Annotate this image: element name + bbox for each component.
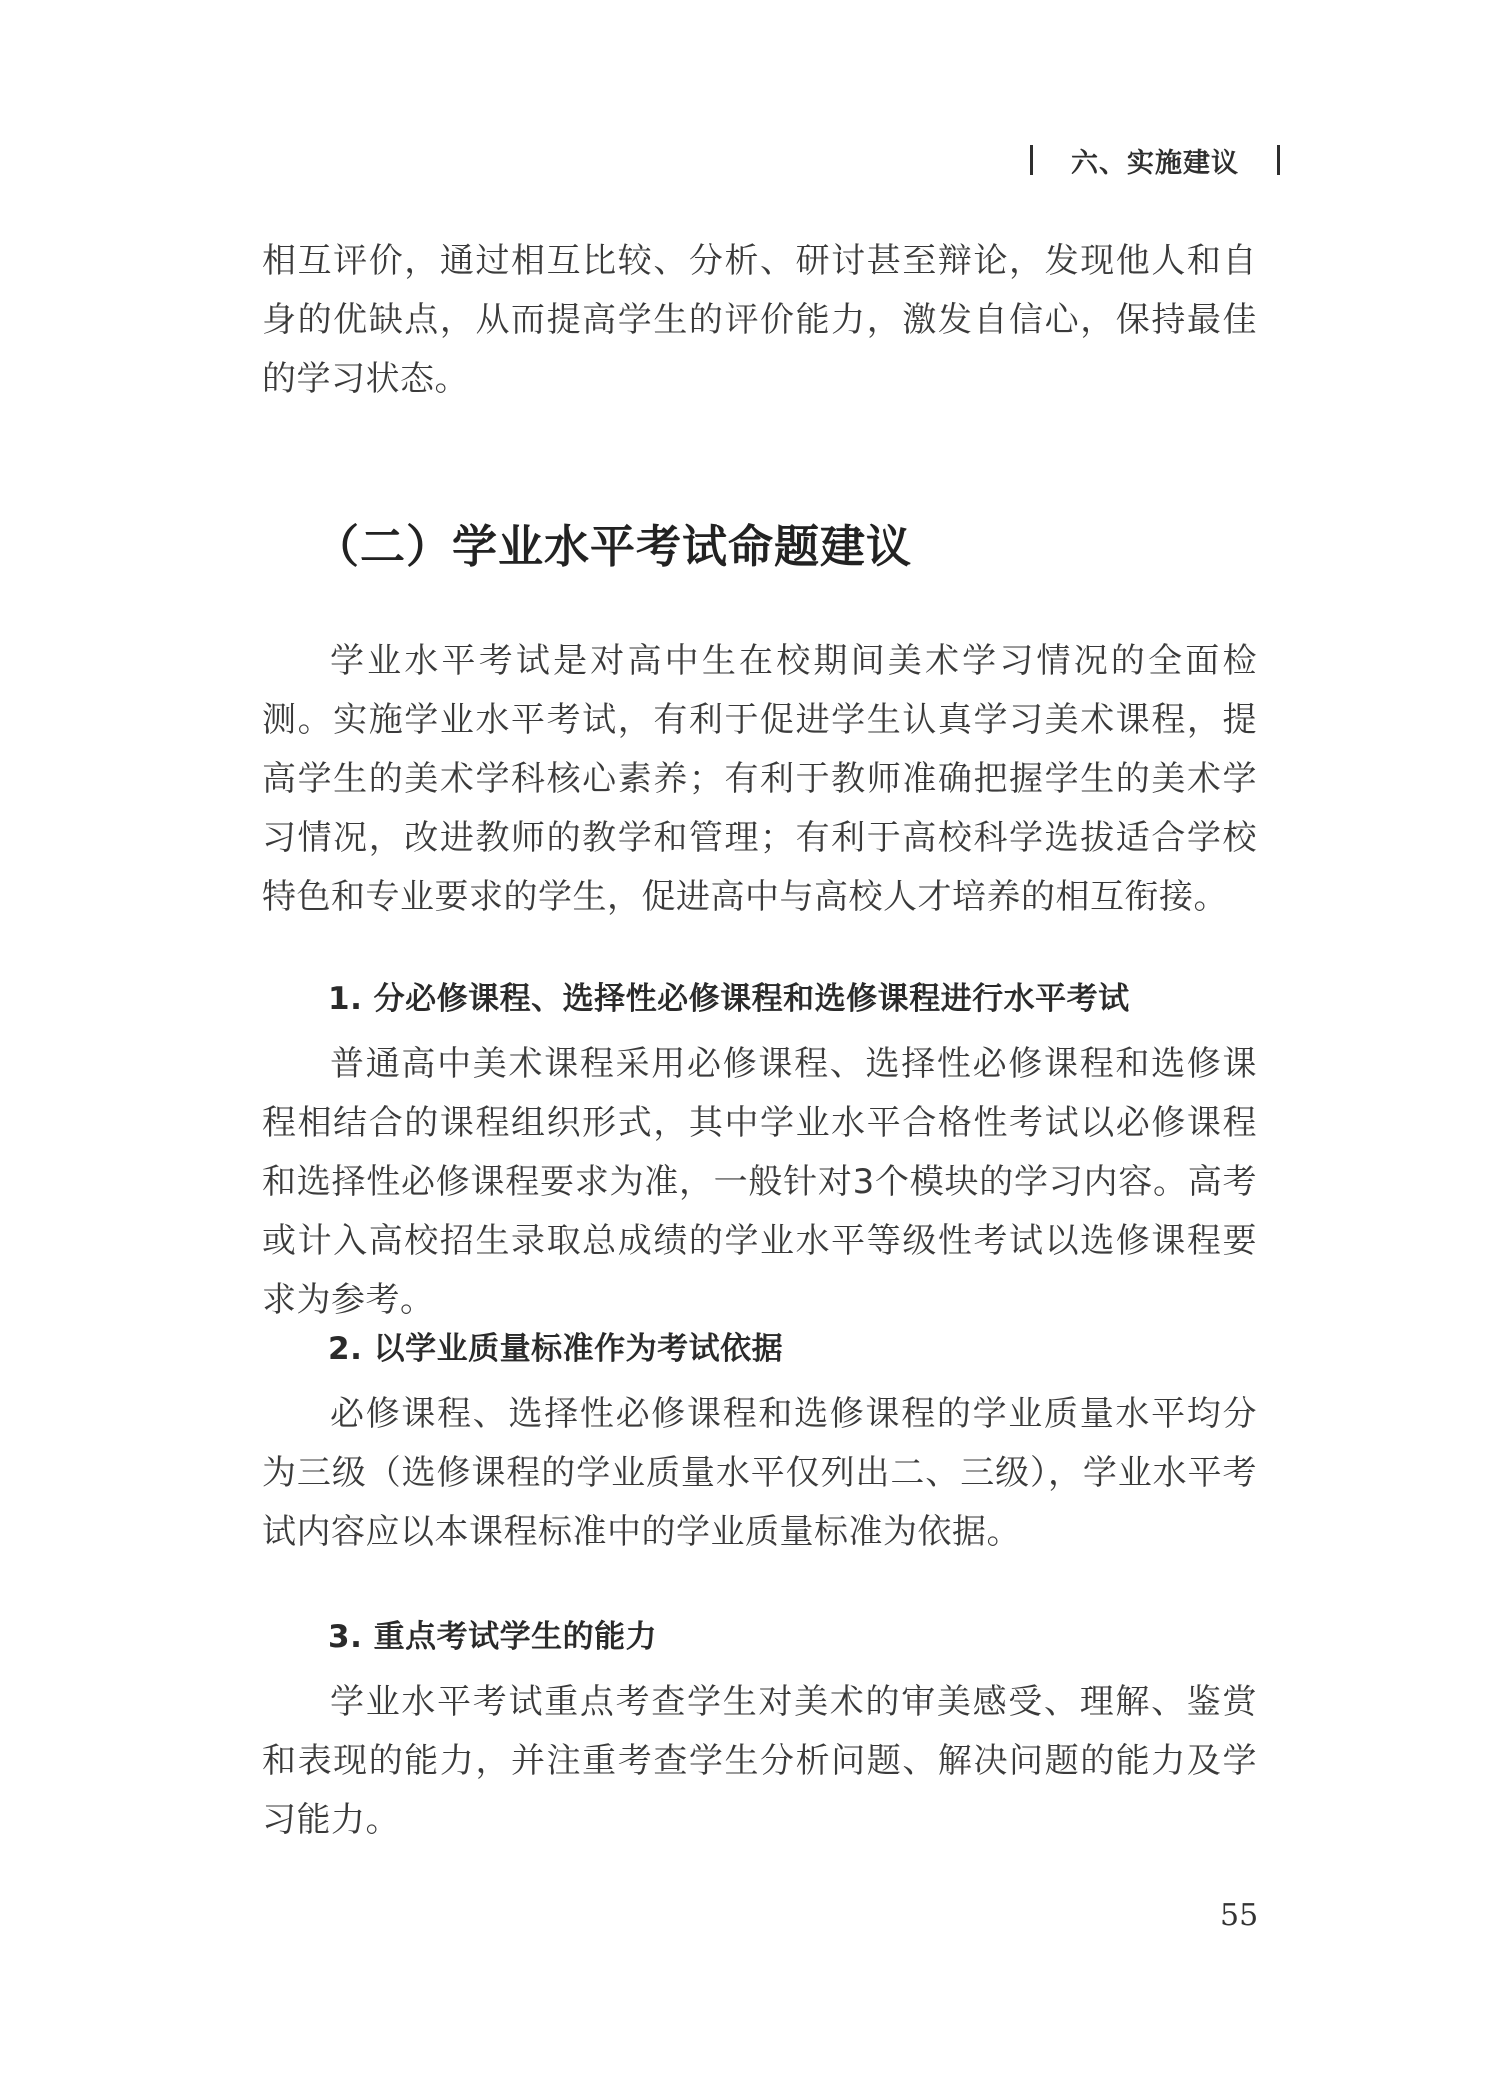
header-section-title: 六、实施建议 xyxy=(1071,147,1239,179)
subsection-heading: 3. 重点考试学生的能力 xyxy=(328,1619,658,1655)
subsection-body: 学业水平考试重点考查学生对美术的审美感受、理解、鉴赏和表现的能力，并注重考查学生分析问题、解决问题的能力及学习能力。 xyxy=(262,1682,1257,1840)
subsection-3 xyxy=(262,1608,1257,1850)
subsection-1 xyxy=(262,970,1257,1330)
continuation-block xyxy=(262,232,1257,409)
section-intro-block xyxy=(262,632,1257,927)
running-header xyxy=(1030,140,1280,180)
header-divider-left xyxy=(1030,145,1033,175)
continuation-paragraph: 相互评价，通过相互比较、分析、研讨甚至辩论，发现他人和自身的优缺点，从而提高学生的评价能力，激发自信心，保持最佳的学习状态。 xyxy=(262,241,1257,399)
subsection-heading: 1. 分必修课程、选择性必修课程和选修课程进行水平考试 xyxy=(328,981,1130,1017)
header-divider-right xyxy=(1277,145,1280,175)
page-number: 55 xyxy=(1220,1898,1259,1933)
subsection-body: 普通高中美术课程采用必修课程、选择性必修课程和选修课程相结合的课程组织形式，其中学业水平合格性考试以必修课程和选择性必修课程要求为准，一般针对3个模块的学习内容。高考或计入高校招生录取总成绩的学业水平等级性考试以选修课程要求为参考。 xyxy=(262,1044,1257,1320)
subsection-2 xyxy=(262,1320,1257,1562)
subsection-heading: 2. 以学业质量标准作为考试依据 xyxy=(328,1331,784,1367)
section-heading: （二）学业水平考试命题建议 xyxy=(314,520,913,573)
subsection-body: 必修课程、选择性必修课程和选修课程的学业质量水平均分为三级（选修课程的学业质量水平仅列出二、三级），学业水平考试内容应以本课程标准中的学业质量标准为依据。 xyxy=(262,1394,1257,1552)
section-intro-paragraph: 学业水平考试是对高中生在校期间美术学习情况的全面检测。实施学业水平考试，有利于促进学生认真学习美术课程，提高学生的美术学科核心素养；有利于教师准确把握学生的美术学习情况，改进教师的教学和管理；有利于高校科学选拔适合学校特色和专业要求的学生，促进高中与高校人才培养的相互衔接。 xyxy=(262,641,1257,917)
